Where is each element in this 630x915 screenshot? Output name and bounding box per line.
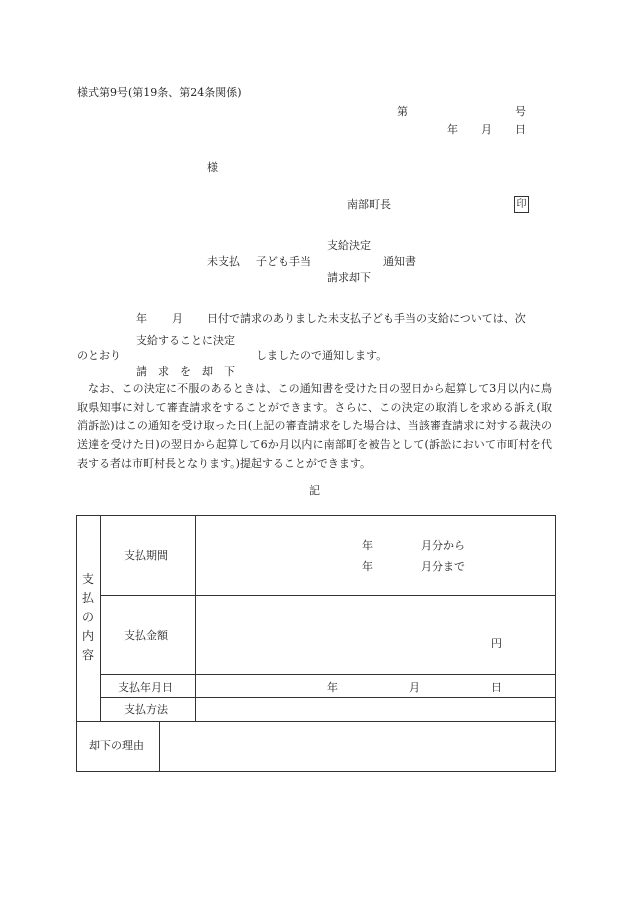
period-to-month: 月分まで bbox=[421, 560, 465, 573]
number-suffix: 号 bbox=[515, 105, 526, 118]
form-number: 様式第9号(第19条、第24条関係) bbox=[77, 86, 242, 99]
period-from-month: 月分から bbox=[421, 539, 465, 552]
title-part-allowance: 子ども手当 bbox=[256, 255, 311, 268]
payment-date-month: 月 bbox=[409, 681, 420, 694]
period-to-year: 年 bbox=[362, 560, 373, 573]
period-from-year: 年 bbox=[362, 539, 373, 552]
payment-content-group-label: 支払の内容 bbox=[81, 572, 94, 662]
body-year: 年 bbox=[136, 312, 147, 325]
ki-mark: 記 bbox=[309, 484, 320, 497]
payment-date-label: 支払年月日 bbox=[118, 681, 173, 694]
title-option-reject: 請求却下 bbox=[327, 271, 371, 284]
body-option-decision: 支給することに決定 bbox=[136, 334, 235, 347]
addressee-sama: 様 bbox=[207, 161, 218, 174]
payment-method-label: 支払方法 bbox=[124, 703, 168, 716]
title-part-unpaid: 未支払 bbox=[207, 255, 240, 268]
amount-label: 支払金額 bbox=[124, 629, 168, 642]
period-label: 支払期間 bbox=[124, 549, 168, 562]
title-suffix: 通知書 bbox=[383, 255, 416, 268]
seal-stamp: 印 bbox=[514, 196, 529, 213]
payment-date-day: 日 bbox=[491, 681, 502, 694]
body-line2-suffix: しましたので通知します。 bbox=[256, 349, 388, 362]
body-option-reject: 請 求 を 却 下 bbox=[136, 365, 235, 378]
body-month: 月 bbox=[172, 312, 183, 325]
date-year-label: 年 bbox=[447, 123, 458, 136]
reject-reason-label: 却下の理由 bbox=[89, 739, 144, 752]
title-option-decision: 支給決定 bbox=[327, 239, 371, 252]
date-day-label: 日 bbox=[515, 123, 526, 136]
date-month-label: 月 bbox=[481, 123, 492, 136]
amount-unit: 円 bbox=[491, 637, 502, 650]
body-line2-prefix: のとおり bbox=[77, 349, 121, 362]
number-prefix: 第 bbox=[397, 105, 408, 118]
body-line1: 日付で請求のありました未支払子ども手当の支給については、次 bbox=[207, 312, 526, 325]
sender-title: 南部町長 bbox=[347, 198, 391, 211]
payment-date-year: 年 bbox=[327, 681, 338, 694]
appeal-notice: なお、この決定に不服のあるときは、この通知書を受けた日の翌日から起算して3月以内に鳥取県知事に対して審査請求をすることができます。さらに、この決定の取消しを求める訴え(取消訴訟)はこの通知を受け取った日(上記の審査請求をした場合は、当該審査請求に対する裁決の送達を受けた日)の翌日から起算して6か月以内に南部町を被告として(訴訟において市町村を代表する者は市町村長となります。)提起することができます。 bbox=[77, 382, 552, 470]
